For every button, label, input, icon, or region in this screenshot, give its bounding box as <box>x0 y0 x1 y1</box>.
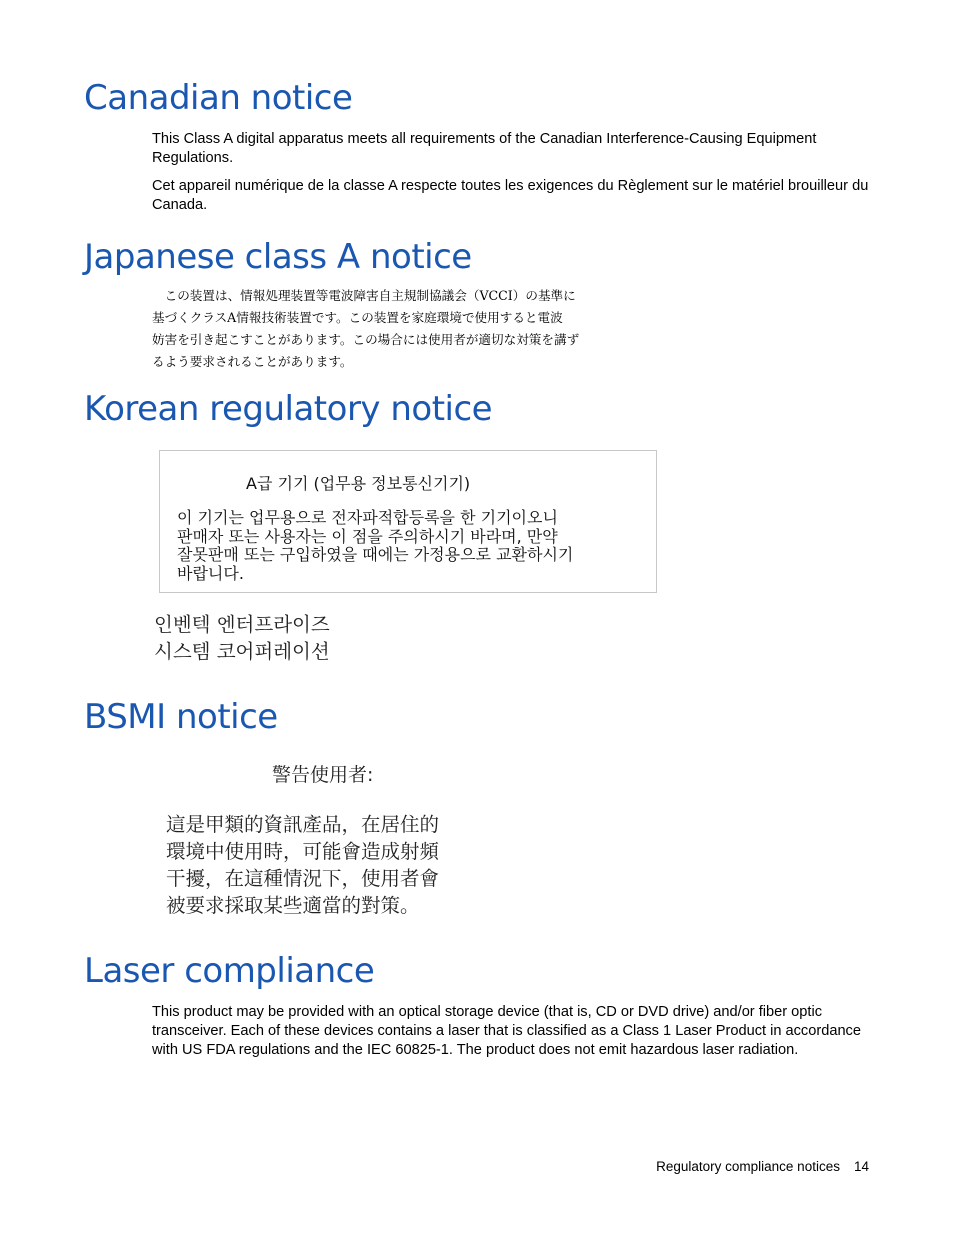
bsmi-line: 被要求採取某些適當的對策。 <box>166 894 420 917</box>
bsmi-warning-title: 警告使用者: <box>272 764 374 786</box>
heading-canadian-notice: Canadian notice <box>84 78 353 118</box>
heading-laser-compliance: Laser compliance <box>84 951 375 991</box>
bsmi-line: 干擾，在這種情況下，使用者會 <box>166 867 440 890</box>
korean-line: 잘못판매 또는 구입하였을 때에는 가정용으로 교환하시기 <box>177 545 574 564</box>
bsmi-line: 環境中使用時，可能會造成射頻 <box>166 840 440 863</box>
korean-box-title: A급 기기 (업무용 정보통신기기) <box>246 474 471 493</box>
japanese-notice-text <box>152 285 579 373</box>
canadian-paragraph-french: Cet appareil numérique de la classe A respecte toutes les exigences du Règlement sur le matériel brouilleur du Canada. <box>152 178 869 213</box>
korean-line: 판매자 또는 사용자는 이 점을 주의하시기 바라며, 만약 <box>177 526 558 546</box>
footer-section-name: Regulatory compliance notices <box>656 1159 840 1174</box>
bsmi-notice-block <box>152 745 492 923</box>
canadian-paragraph-english: This Class A digital apparatus meets all requirements of the Canadian Interference-Causing Equipment Regulations. <box>152 131 817 166</box>
korean-company-line: 시스템 코어퍼레이션 <box>154 640 330 663</box>
korean-notice-box <box>159 450 657 593</box>
laser-paragraph: This product may be provided with an optical storage device (that is, CD or DVD drive) and/or fiber optic transceiver. Each of these devices contains a laser that is classified as a Class 1 Laser Product in accordance with US FDA regulations and the IEC 60825-1. The product does not emit hazardous laser radiation. <box>152 1004 861 1058</box>
japanese-line: るよう要求されることがあります。 <box>152 354 353 369</box>
heading-bsmi-notice: BSMI notice <box>84 697 278 737</box>
korean-box-body <box>177 509 573 583</box>
korean-company-name <box>154 611 330 665</box>
page-footer <box>656 1159 869 1174</box>
korean-company-line: 인벤텍 엔터프라이즈 <box>154 613 330 636</box>
bsmi-line: 這是甲類的資訊產品，在居住的 <box>166 813 440 836</box>
korean-line: 이 기기는 업무용으로 전자파적합등록을 한 기기이오니 <box>177 508 558 527</box>
heading-japanese-notice: Japanese class A notice <box>84 237 472 277</box>
japanese-line: この装置は、情報処理装置等電波障害自主規制協議会（VCCI）の基準に <box>152 288 576 303</box>
bsmi-warning-body <box>166 811 439 919</box>
japanese-line: 妨害を引き起こすことがあります。この場合には使用者が適切な対策を講ず <box>152 332 580 347</box>
japanese-line: 基づくクラスA情報技術装置です。この装置を家庭環境で使用すると電波 <box>152 310 563 325</box>
page-number: 14 <box>853 1159 869 1174</box>
heading-korean-notice: Korean regulatory notice <box>84 389 493 429</box>
korean-line: 바랍니다. <box>177 563 244 583</box>
